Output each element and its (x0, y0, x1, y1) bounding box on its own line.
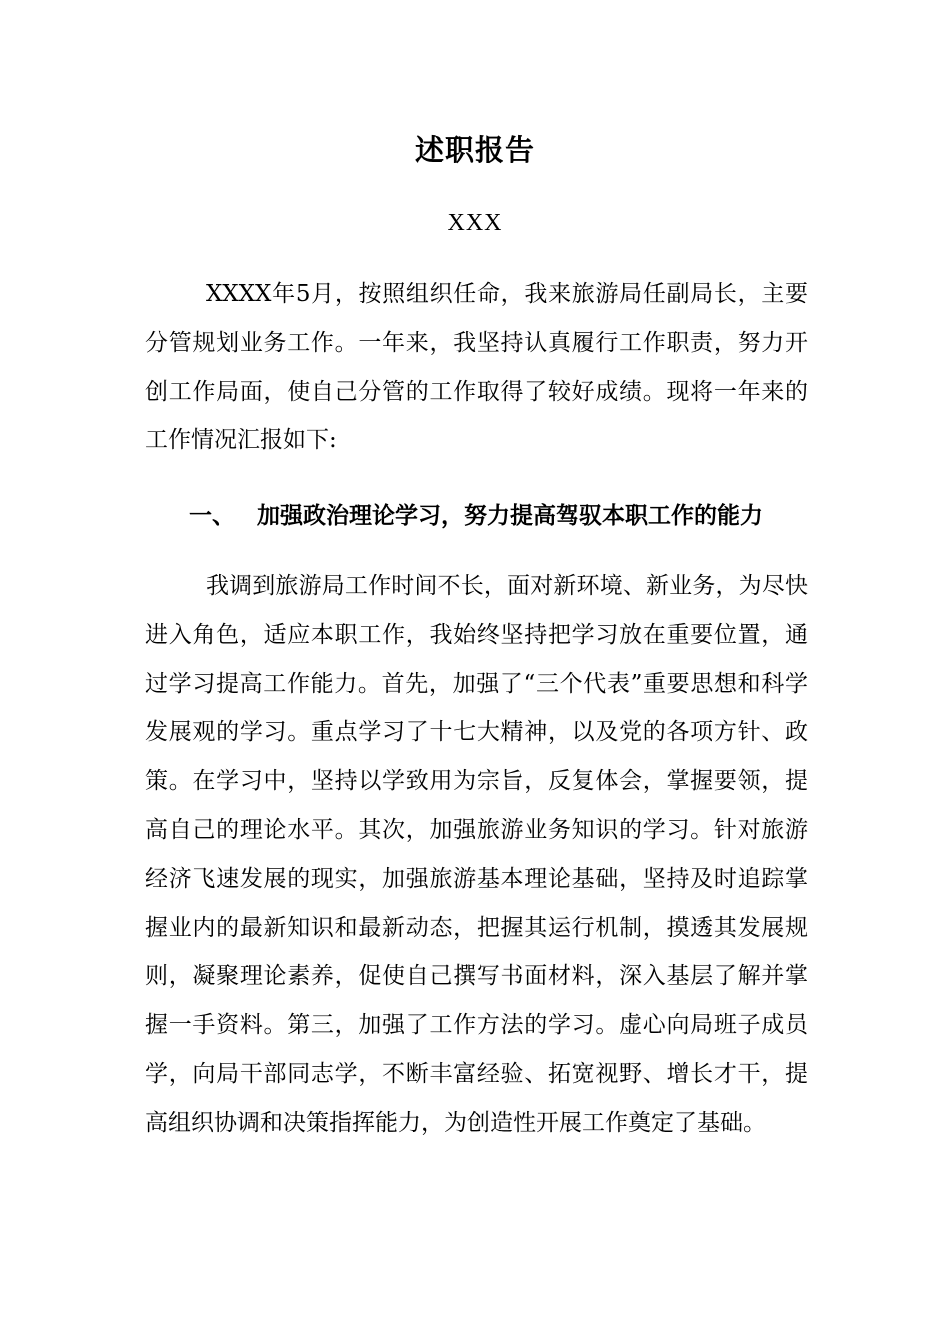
document-author: XXX (447, 210, 503, 236)
section-number: 一、 (189, 503, 235, 529)
intro-paragraph: XXXX年5月，按照组织任命，我来旅游局任副局长，主要分管规划业务工作。一年来，我坚持认真履行工作职责，努力开创工作局面，使自己分管的工作取得了较好成绩。现将一年来的工作情况汇报如下: (145, 281, 808, 454)
section-heading-text: 加强政治理论学习，努力提高驾驭本职工作的能力 (257, 503, 763, 529)
section-heading (189, 494, 819, 538)
section-body-paragraph: 我调到旅游局工作时间不长，面对新环境、新业务，为尽快进入角色，适应本职工作，我始终坚持把学习放在重要位置，通过学习提高工作能力。首先，加强了“三个代表”重要思想和科学发展观的学习。重点学习了十七大精神，以及党的各项方针、政策。在学习中，坚持以学致用为宗旨，反复体会，掌握要领，提高自己的理论水平。其次，加强旅游业务知识的学习。针对旅游经济飞速发展的现实，加强旅游基本理论基础，坚持及时追踪掌握业内的最新知识和最新动态，把握其运行机制，摸透其发展规则，凝聚理论素养，促使自己撰写书面材料，深入基层了解并掌握一手资料。第三，加强了工作方法的学习。虚心向局班子成员学，向局干部同志学，不断丰富经验、拓宽视野、增长才干，提高组织协调和决策指挥能力，为创造性开展工作奠定了基础。 (145, 573, 808, 1136)
document-title: 述职报告 (414, 133, 535, 167)
